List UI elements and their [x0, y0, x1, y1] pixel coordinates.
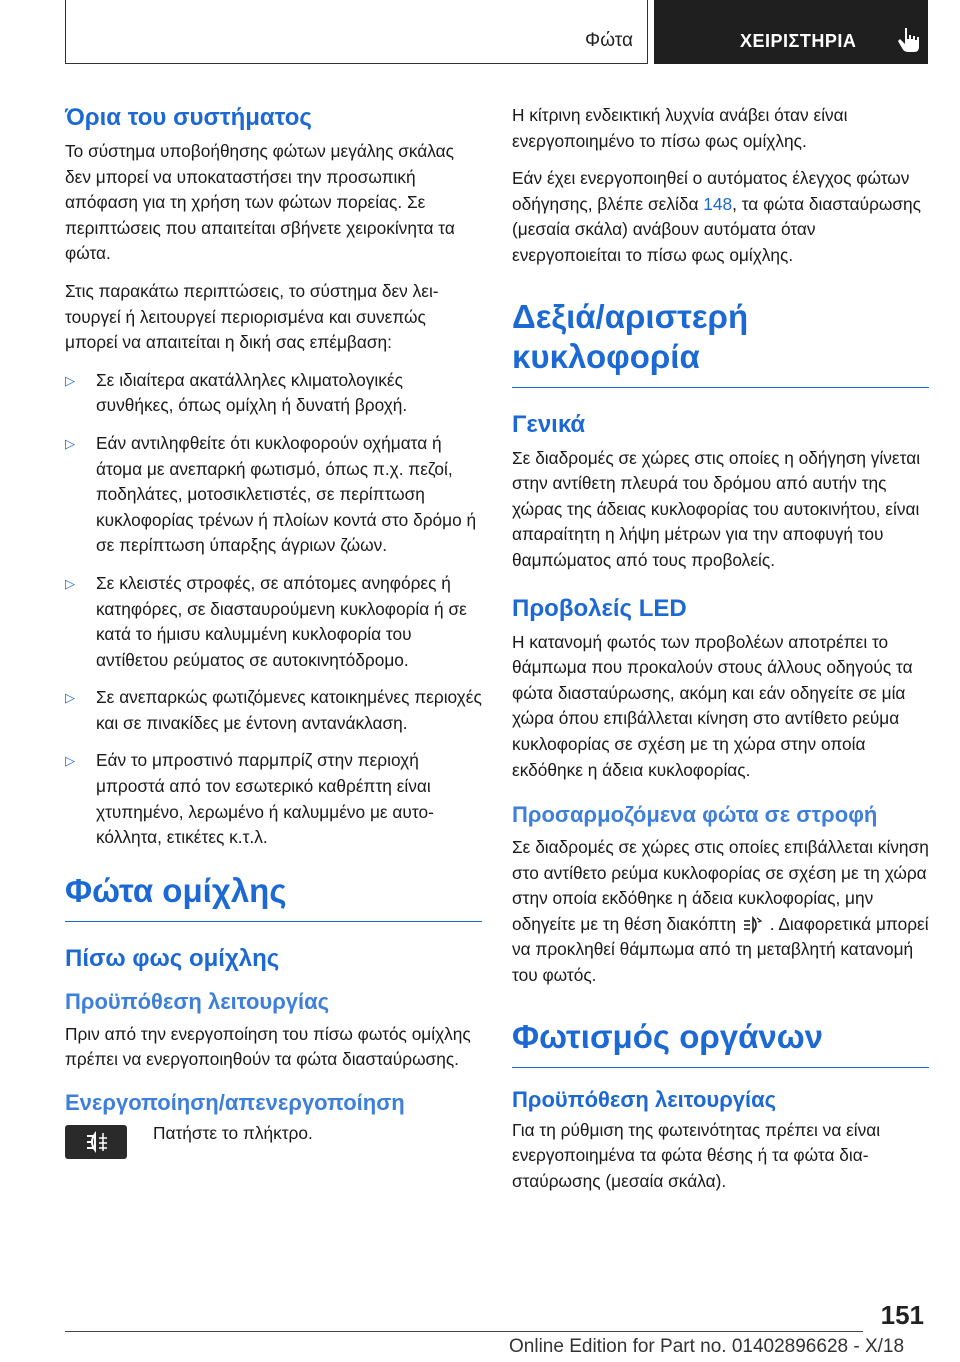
- header-section-title: Φώτα: [585, 30, 633, 51]
- list-item: [65, 368, 482, 419]
- list-item-text: Εάν αντιληφθείτε ότι κυκλοφορούν οχήματα ή άτομα με ανεπαρκή φωτισμό, όπως π.χ. πεζοί, ποδηλάτες, μοτοσικλετιστές, σε περίπτωση κυκλοφορίας τρένων ή πλοίων κοντά στο δρόμο ή σε περίπτωση ύπαρξης άγριων ζώων.: [96, 432, 477, 556]
- list-item: [65, 748, 482, 850]
- list-item-text: Σε ανεπαρκώς φωτιζόμενες κατοικημένες περιοχές και σε πινακίδες με έντονη αντανάκλαση.: [96, 687, 482, 733]
- onoff-text: Πατήστε το πλήκτρο.: [153, 1123, 313, 1144]
- header-tab: [654, 0, 928, 64]
- adaptive-text: [512, 835, 929, 989]
- bullet-arrow-icon: ▷: [65, 753, 75, 769]
- onoff-heading: Ενεργοποίηση/απενεργοποίηση: [65, 1090, 405, 1116]
- header-tab-label: ΧΕΙΡΙΣΤΗΡΙΑ: [740, 31, 857, 51]
- precondition-text: Πριν από την ενεργοποίηση του πίσω φωτός ομίχλης πρέπει να ενεργοποιηθούν τα φώτα διασταύρωσης.: [65, 1023, 471, 1070]
- left-column: [65, 103, 482, 1159]
- list-item-text: Σε ιδιαίτερα ακατάλληλες κλιματολογικές συνθήκες, όπως ομίχλη ή δυνατή βροχή.: [96, 369, 408, 416]
- instr-heading-block: [512, 1017, 929, 1068]
- traffic-heading: Δεξιά/αριστερή κυκλοφορία: [512, 297, 749, 375]
- adaptive-heading: Προσαρμοζόμενα φώτα σε στροφή: [512, 802, 878, 828]
- rear-fog-heading: Πίσω φως ομίχλης: [65, 944, 280, 972]
- general-text: Σε διαδρομές σε χώρες στις οποίες η οδήγηση γίνεται στην αντίθετη πλευρά του δρόμου από αυτήν της χώρας της άδειας κυκλοφορίας του αυτοκινήτου, είναι απαραίτητη η λήψη μέτρων για την αποφυγή του θαμπώματος από τους προβολείς.: [512, 447, 921, 570]
- list-item-text: Εάν το μπροστινό παρμπρίζ στην περιοχή μπροστά από τον εσωτερικό καθρέπτη είναι χτυπημένο, λερωμένο ή καλυμμένο με αυτοκόλλητα, ετικέτες κ.τ.λ.: [96, 750, 434, 848]
- limits-list: [65, 368, 482, 851]
- bullet-arrow-icon: ▷: [65, 435, 75, 451]
- instrument-lighting-heading: Φωτισμός οργάνων: [512, 1017, 823, 1055]
- instr-precondition-heading: Προϋπόθεση λειτουργίας: [512, 1086, 777, 1112]
- bullet-arrow-icon: ▷: [65, 575, 75, 591]
- text-run: . Διαφορετικά μπορεί να προκληθεί θάμπωμα από τη μεταβλητή κατανομή του φωτός.: [512, 913, 929, 986]
- led-heading: Προβολείς LED: [512, 594, 687, 622]
- list-item: [65, 685, 482, 736]
- list-item-text: Σε κλειστές στροφές, σε απότομες ανηφόρες ή κατηφόρες, σε διασταυρούμενη κυκλοφορία ή σε κατά το ήμισυ καλυμμένη κυκλοφορία του αντίθετου ρεύματος σε αυτοκινητόδρομο.: [96, 572, 467, 670]
- page-number: 151: [880, 1300, 924, 1330]
- footer-edition: Online Edition for Part no. 01402896628 - X/18: [509, 1336, 905, 1357]
- precondition-heading: Προϋπόθεση λειτουργίας: [65, 988, 330, 1014]
- right-column: [512, 103, 929, 1206]
- fog-lights-heading: Φώτα ομίχλης: [65, 871, 287, 909]
- list-item: [65, 431, 482, 559]
- hand-pointer-icon: [896, 26, 922, 54]
- indicator-text: Η κίτρινη ενδεικτική λυχνία ανάβει όταν είναι ενεργοποιημένο το πίσω φως ομίχλης.: [512, 105, 848, 151]
- limits-paragraph-2: Στις παρακάτω περιπτώσεις, το σύστημα δεν λειτουργεί ή λειτουργεί περιορισμένα και συνεπώς μπορεί να απαιτείται η δική σας επέμβαση:: [65, 280, 439, 353]
- led-text: Η κατανομή φωτός των προβολέων αποτρέπει το θάμπωμα που προκαλούν στους άλλους οδηγούς τα φώτα διασταύρωσης, ακόμη και εάν οδηγείτε σε μία χώρα όπου επιβάλλεται κίνηση στο αντίθετο ρεύμα κυκλοφορίας σε σχέση με τη χώρα στην οποία εκδόθηκε η άδεια κυκλοφορίας.: [512, 631, 913, 780]
- fog-heading-block: [65, 871, 482, 922]
- auto-control-text: [512, 166, 929, 268]
- list-item: [65, 571, 482, 673]
- footer-rule: [65, 1331, 863, 1332]
- limits-heading: Όρια του συστήματος: [65, 104, 312, 131]
- auto-headlight-icon: [741, 915, 765, 935]
- text-run: , τα φώτα διασταύρωσης (μεσαία σκάλα) ανάβουν αυτόματα όταν ενεργοποιείται το πίσω φως ομίχλης.: [512, 193, 921, 265]
- text-run: Σε διαδρομές σε χώρες στις οποίες επιβάλλεται κίνηση στο αντίθετο ρεύμα κυκλοφορίας σε σχέση με τη χώρα στην οποία εκδόθηκε η άδεια κυκλοφορίας, μην οδηγείτε με τη θέση διακόπτη: [512, 837, 929, 934]
- page-link-148[interactable]: 148: [703, 193, 733, 214]
- general-heading: Γενικά: [512, 410, 586, 438]
- rear-fog-light-button[interactable]: [65, 1125, 127, 1159]
- instr-text: Για τη ρύθμιση της φωτεινότητας πρέπει να είναι ενεργοποιημένα τα φώτα θέσης ή τα φώτα διασταύρωσης (μεσαία σκάλα).: [512, 1119, 881, 1191]
- traffic-heading-block: [512, 297, 929, 388]
- rear-fog-light-icon: [65, 1125, 127, 1159]
- bullet-arrow-icon: ▷: [65, 690, 75, 706]
- limits-paragraph-1: Το σύστημα υποβοήθησης φώτων μεγάλης σκάλας δεν μπορεί να υποκαταστήσει την προσωπική απόφαση για τη χρήση των φώτων πορείας. Σε περιπτώσεις που απαιτείται σβήνετε χειροκίνητα τα φώτα.: [65, 141, 455, 264]
- bullet-arrow-icon: ▷: [65, 372, 75, 388]
- header-box: [65, 0, 648, 64]
- onoff-row: [65, 1125, 482, 1159]
- text-run: Εάν έχει ενεργοποιηθεί ο αυτόματος έλεγχος φώτων οδήγησης, βλέπε σελίδα: [512, 168, 910, 214]
